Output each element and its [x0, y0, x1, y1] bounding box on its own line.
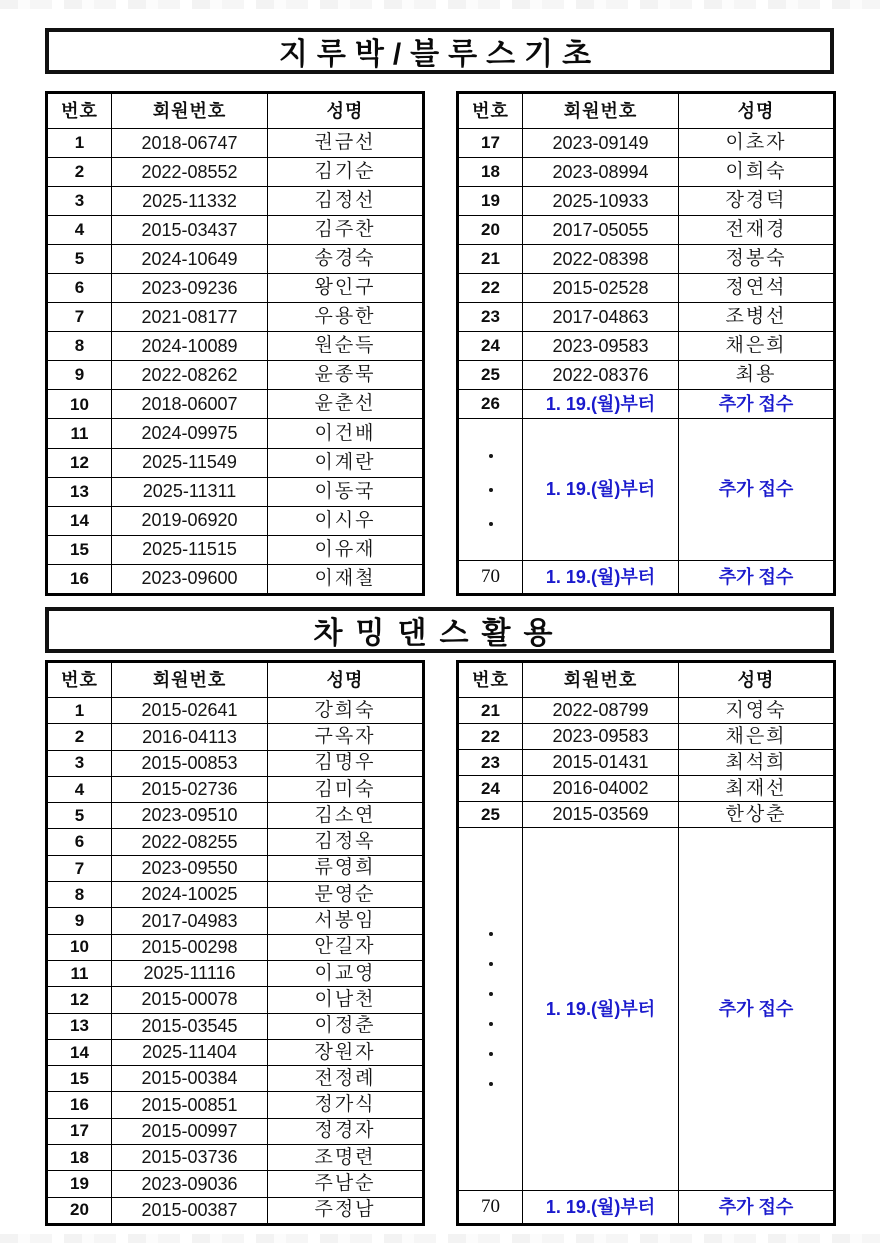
row-number-cell: 5 [47, 245, 112, 274]
dot-icon [489, 1022, 493, 1026]
member-name-cell: 이재철 [268, 564, 424, 594]
member-row [458, 187, 835, 216]
signup-status-cell: 추가 접수 [679, 828, 835, 1191]
row-number-cell: 12 [47, 987, 112, 1013]
member-id-cell: 2025-10933 [523, 187, 679, 216]
row-number-cell: 12 [47, 448, 112, 477]
row-number-cell: 19 [458, 187, 523, 216]
dot-icon [489, 1082, 493, 1086]
member-name-cell: 이계란 [268, 448, 424, 477]
member-name-cell: 최용 [679, 361, 835, 390]
member-row [47, 274, 424, 303]
header-row [458, 93, 835, 129]
row-number-cell: 15 [47, 1066, 112, 1092]
row-number-cell: 7 [47, 855, 112, 881]
row-number-cell: 23 [458, 303, 523, 332]
member-row [458, 802, 835, 828]
row-number-cell: 2 [47, 158, 112, 187]
member-name-cell: 이시우 [268, 506, 424, 535]
column-header-name: 성명 [679, 93, 835, 129]
member-row [47, 1171, 424, 1197]
row-number-cell: 16 [47, 1092, 112, 1118]
member-name-cell: 류영희 [268, 855, 424, 881]
member-row [47, 776, 424, 802]
row-number-cell: 25 [458, 802, 523, 828]
member-name-cell: 조병선 [679, 303, 835, 332]
member-row [458, 303, 835, 332]
member-id-cell: 2019-06920 [112, 506, 268, 535]
member-id-cell: 2022-08262 [112, 361, 268, 390]
row-number-cell: 4 [47, 216, 112, 245]
column-header-number: 번호 [458, 93, 523, 129]
member-id-cell: 2022-08255 [112, 829, 268, 855]
row-number-cell: 18 [458, 158, 523, 187]
member-name-cell: 김정옥 [268, 829, 424, 855]
member-id-cell: 2023-09510 [112, 803, 268, 829]
row-number-cell: 26 [458, 390, 523, 419]
member-name-cell: 이희숙 [679, 158, 835, 187]
signup-status-cell: 추가 접수 [679, 419, 835, 561]
member-row [47, 1066, 424, 1092]
member-id-cell: 2023-09583 [523, 332, 679, 361]
vertical-ellipsis-dots [459, 454, 522, 526]
member-row [47, 750, 424, 776]
section-charming-dance [45, 607, 835, 1226]
member-id-cell: 2015-00078 [112, 987, 268, 1013]
member-id-cell: 2021-08177 [112, 303, 268, 332]
dot-icon [489, 992, 493, 996]
row-number-cell: 8 [47, 882, 112, 908]
member-row [458, 158, 835, 187]
row-number-cell: 19 [47, 1171, 112, 1197]
row-number-cell: 4 [47, 776, 112, 802]
member-row [47, 1118, 424, 1144]
row-number-cell: 70 [458, 561, 523, 595]
row-number-cell: 16 [47, 564, 112, 594]
member-row [47, 129, 424, 158]
member-row [47, 187, 424, 216]
member-name-cell: 장경덕 [679, 187, 835, 216]
member-id-cell: 2015-00853 [112, 750, 268, 776]
member-name-cell: 주남순 [268, 1171, 424, 1197]
member-name-cell: 구옥자 [268, 724, 424, 750]
member-row [47, 1039, 424, 1065]
member-id-cell: 2016-04002 [523, 776, 679, 802]
member-id-cell: 2017-04983 [112, 908, 268, 934]
signup-status-cell: 추가 접수 [679, 1191, 835, 1225]
member-name-cell: 이남천 [268, 987, 424, 1013]
member-row [47, 361, 424, 390]
member-name-cell: 주정남 [268, 1197, 424, 1224]
member-id-cell: 2015-00997 [112, 1118, 268, 1144]
member-row [47, 855, 424, 881]
member-id-cell: 2018-06007 [112, 390, 268, 419]
member-id-cell: 2015-03437 [112, 216, 268, 245]
row-number-cell: 6 [47, 829, 112, 855]
row-number-cell: 8 [47, 332, 112, 361]
member-row [47, 477, 424, 506]
member-row [47, 908, 424, 934]
member-row [47, 332, 424, 361]
member-name-cell: 한상춘 [679, 802, 835, 828]
member-row [47, 934, 424, 960]
row-number-cell: 15 [47, 535, 112, 564]
member-name-cell: 장원자 [268, 1039, 424, 1065]
member-name-cell: 이동국 [268, 477, 424, 506]
member-table-s2-right [456, 660, 836, 1226]
member-id-cell: 2023-09600 [112, 564, 268, 594]
member-name-cell: 권금선 [268, 129, 424, 158]
member-row [47, 158, 424, 187]
member-id-cell: 2022-08552 [112, 158, 268, 187]
row-number-cell: 17 [47, 1118, 112, 1144]
member-row [47, 535, 424, 564]
member-name-cell: 채은희 [679, 724, 835, 750]
row-number-cell: 20 [458, 216, 523, 245]
member-id-cell: 2023-09149 [523, 129, 679, 158]
row-number-cell: 11 [47, 960, 112, 986]
member-id-cell: 2015-03545 [112, 1013, 268, 1039]
member-name-cell: 이교영 [268, 960, 424, 986]
member-row [458, 216, 835, 245]
member-row [47, 1092, 424, 1118]
member-name-cell: 정연석 [679, 274, 835, 303]
member-row [47, 216, 424, 245]
member-name-cell: 채은희 [679, 332, 835, 361]
row-number-cell: 1 [47, 698, 112, 724]
member-id-cell: 2025-11332 [112, 187, 268, 216]
member-id-cell: 2017-04863 [523, 303, 679, 332]
member-id-cell: 2025-11515 [112, 535, 268, 564]
member-row [458, 724, 835, 750]
row-number-cell: 20 [47, 1197, 112, 1224]
member-id-cell: 2015-00298 [112, 934, 268, 960]
member-row [458, 245, 835, 274]
member-row [47, 960, 424, 986]
row-number-cell: 18 [47, 1145, 112, 1171]
member-name-cell: 이건배 [268, 419, 424, 448]
member-id-cell: 2023-09550 [112, 855, 268, 881]
member-id-cell: 2016-04113 [112, 724, 268, 750]
member-id-cell: 2023-08994 [523, 158, 679, 187]
member-row [458, 750, 835, 776]
member-row [458, 390, 835, 419]
member-name-cell: 이유재 [268, 535, 424, 564]
signup-date-cell: 1. 19.(월)부터 [523, 419, 679, 561]
row-number-cell: 9 [47, 908, 112, 934]
member-name-cell: 지영숙 [679, 698, 835, 724]
row-number-cell: 13 [47, 477, 112, 506]
member-row [458, 274, 835, 303]
member-name-cell: 김기순 [268, 158, 424, 187]
row-number-cell: 3 [47, 750, 112, 776]
row-number-cell: 10 [47, 390, 112, 419]
dot-icon [489, 454, 493, 458]
member-name-cell: 안길자 [268, 934, 424, 960]
member-name-cell: 김미숙 [268, 776, 424, 802]
member-name-cell: 윤종묵 [268, 361, 424, 390]
member-row [47, 564, 424, 594]
vertical-ellipsis-dots [459, 932, 522, 1086]
column-header-number: 번호 [47, 662, 112, 698]
member-row [47, 1145, 424, 1171]
member-name-cell: 송경숙 [268, 245, 424, 274]
row-number-cell: 22 [458, 724, 523, 750]
row-number-cell: 14 [47, 506, 112, 535]
row-number-cell: 7 [47, 303, 112, 332]
member-row [47, 245, 424, 274]
member-row [458, 361, 835, 390]
member-id-cell: 2025-11404 [112, 1039, 268, 1065]
member-name-cell: 서봉임 [268, 908, 424, 934]
member-row [47, 448, 424, 477]
section-title-charming-dance: 차밍댄스활용 [45, 607, 834, 653]
member-row [47, 882, 424, 908]
column-header-member-id: 회원번호 [112, 93, 268, 129]
member-table-s1-left [45, 91, 425, 596]
row-number-cell: 5 [47, 803, 112, 829]
signup-date-cell: 1. 19.(월)부터 [523, 828, 679, 1191]
member-id-cell: 2022-08398 [523, 245, 679, 274]
member-row [458, 129, 835, 158]
row-number-cell: 13 [47, 1013, 112, 1039]
header-row [47, 93, 424, 129]
row-number-cell: 9 [47, 361, 112, 390]
member-row [47, 1197, 424, 1224]
member-name-cell: 문영순 [268, 882, 424, 908]
scan-artifact-bottom [0, 1234, 880, 1243]
member-name-cell: 강희숙 [268, 698, 424, 724]
member-name-cell: 정경자 [268, 1118, 424, 1144]
section2-tables [45, 660, 835, 1226]
member-name-cell: 조명련 [268, 1145, 424, 1171]
member-name-cell: 정봉숙 [679, 245, 835, 274]
member-name-cell: 윤춘선 [268, 390, 424, 419]
column-header-number: 번호 [47, 93, 112, 129]
signup-date-cell: 1. 19.(월)부터 [523, 1191, 679, 1225]
member-row [47, 390, 424, 419]
member-row [47, 829, 424, 855]
member-id-cell: 2023-09036 [112, 1171, 268, 1197]
member-name-cell: 김명우 [268, 750, 424, 776]
member-id-cell: 2025-11311 [112, 477, 268, 506]
member-id-cell: 2022-08376 [523, 361, 679, 390]
member-row [47, 303, 424, 332]
member-id-cell: 2023-09236 [112, 274, 268, 303]
member-row [47, 506, 424, 535]
row-number-cell: 6 [47, 274, 112, 303]
member-row [458, 1191, 835, 1225]
column-header-number: 번호 [458, 662, 523, 698]
member-row [47, 987, 424, 1013]
column-header-member-id: 회원번호 [523, 662, 679, 698]
row-number-cell: 23 [458, 750, 523, 776]
row-number-cell: 3 [47, 187, 112, 216]
row-number-cell: 10 [47, 934, 112, 960]
header-row [47, 662, 424, 698]
member-id-cell: 2015-00851 [112, 1092, 268, 1118]
row-number-cell: 1 [47, 129, 112, 158]
member-id-cell: 2015-01431 [523, 750, 679, 776]
member-name-cell: 이정춘 [268, 1013, 424, 1039]
member-name-cell: 전정례 [268, 1066, 424, 1092]
member-id-cell: 2022-08799 [523, 698, 679, 724]
member-id-cell: 2023-09583 [523, 724, 679, 750]
member-row [47, 698, 424, 724]
row-number-cell: 14 [47, 1039, 112, 1065]
column-header-name: 성명 [268, 662, 424, 698]
section1-tables [45, 91, 835, 596]
row-number-cell: 21 [458, 245, 523, 274]
column-header-member-id: 회원번호 [523, 93, 679, 129]
member-name-cell: 전재경 [679, 216, 835, 245]
member-name-cell: 정가식 [268, 1092, 424, 1118]
column-header-name: 성명 [679, 662, 835, 698]
signup-date-cell: 1. 19.(월)부터 [523, 390, 679, 419]
member-id-cell: 2024-09975 [112, 419, 268, 448]
member-id-cell: 2024-10089 [112, 332, 268, 361]
dot-icon [489, 488, 493, 492]
signup-status-cell: 추가 접수 [679, 561, 835, 595]
row-number-cell: 11 [47, 419, 112, 448]
row-number-cell: 24 [458, 332, 523, 361]
member-row [458, 561, 835, 595]
member-id-cell: 2015-00387 [112, 1197, 268, 1224]
dot-icon [489, 932, 493, 936]
member-name-cell: 최재선 [679, 776, 835, 802]
member-name-cell: 김정선 [268, 187, 424, 216]
signup-date-cell: 1. 19.(월)부터 [523, 561, 679, 595]
member-row [458, 332, 835, 361]
additional-signup-merged-row [458, 419, 835, 561]
member-row [47, 724, 424, 750]
member-id-cell: 2018-06747 [112, 129, 268, 158]
ellipsis-cell [458, 419, 523, 561]
header-row [458, 662, 835, 698]
column-header-member-id: 회원번호 [112, 662, 268, 698]
row-number-cell: 70 [458, 1191, 523, 1225]
member-id-cell: 2015-02736 [112, 776, 268, 802]
member-id-cell: 2017-05055 [523, 216, 679, 245]
member-id-cell: 2015-03736 [112, 1145, 268, 1171]
member-id-cell: 2024-10649 [112, 245, 268, 274]
member-name-cell: 김주찬 [268, 216, 424, 245]
member-table-s1-right [456, 91, 836, 596]
member-name-cell: 원순득 [268, 332, 424, 361]
member-id-cell: 2015-03569 [523, 802, 679, 828]
row-number-cell: 2 [47, 724, 112, 750]
dot-icon [489, 962, 493, 966]
member-row [458, 776, 835, 802]
row-number-cell: 22 [458, 274, 523, 303]
section-jitterbug-blues [45, 28, 835, 596]
member-name-cell: 김소연 [268, 803, 424, 829]
member-id-cell: 2024-10025 [112, 882, 268, 908]
member-id-cell: 2015-02641 [112, 698, 268, 724]
member-row [458, 698, 835, 724]
member-id-cell: 2025-11116 [112, 960, 268, 986]
member-id-cell: 2015-02528 [523, 274, 679, 303]
section-title-jitterbug-blues: 지루박/블루스기초 [45, 28, 834, 74]
member-name-cell: 왕인구 [268, 274, 424, 303]
row-number-cell: 17 [458, 129, 523, 158]
ellipsis-cell [458, 828, 523, 1191]
additional-signup-merged-row [458, 828, 835, 1191]
scan-artifact-top [0, 0, 880, 9]
member-row [47, 803, 424, 829]
column-header-name: 성명 [268, 93, 424, 129]
member-name-cell: 최석희 [679, 750, 835, 776]
member-name-cell: 우용한 [268, 303, 424, 332]
member-id-cell: 2015-00384 [112, 1066, 268, 1092]
member-row [47, 1013, 424, 1039]
member-id-cell: 2025-11549 [112, 448, 268, 477]
member-row [47, 419, 424, 448]
dot-icon [489, 522, 493, 526]
row-number-cell: 21 [458, 698, 523, 724]
dot-icon [489, 1052, 493, 1056]
row-number-cell: 24 [458, 776, 523, 802]
row-number-cell: 25 [458, 361, 523, 390]
member-table-s2-left [45, 660, 425, 1226]
signup-status-cell: 추가 접수 [679, 390, 835, 419]
member-name-cell: 이초자 [679, 129, 835, 158]
